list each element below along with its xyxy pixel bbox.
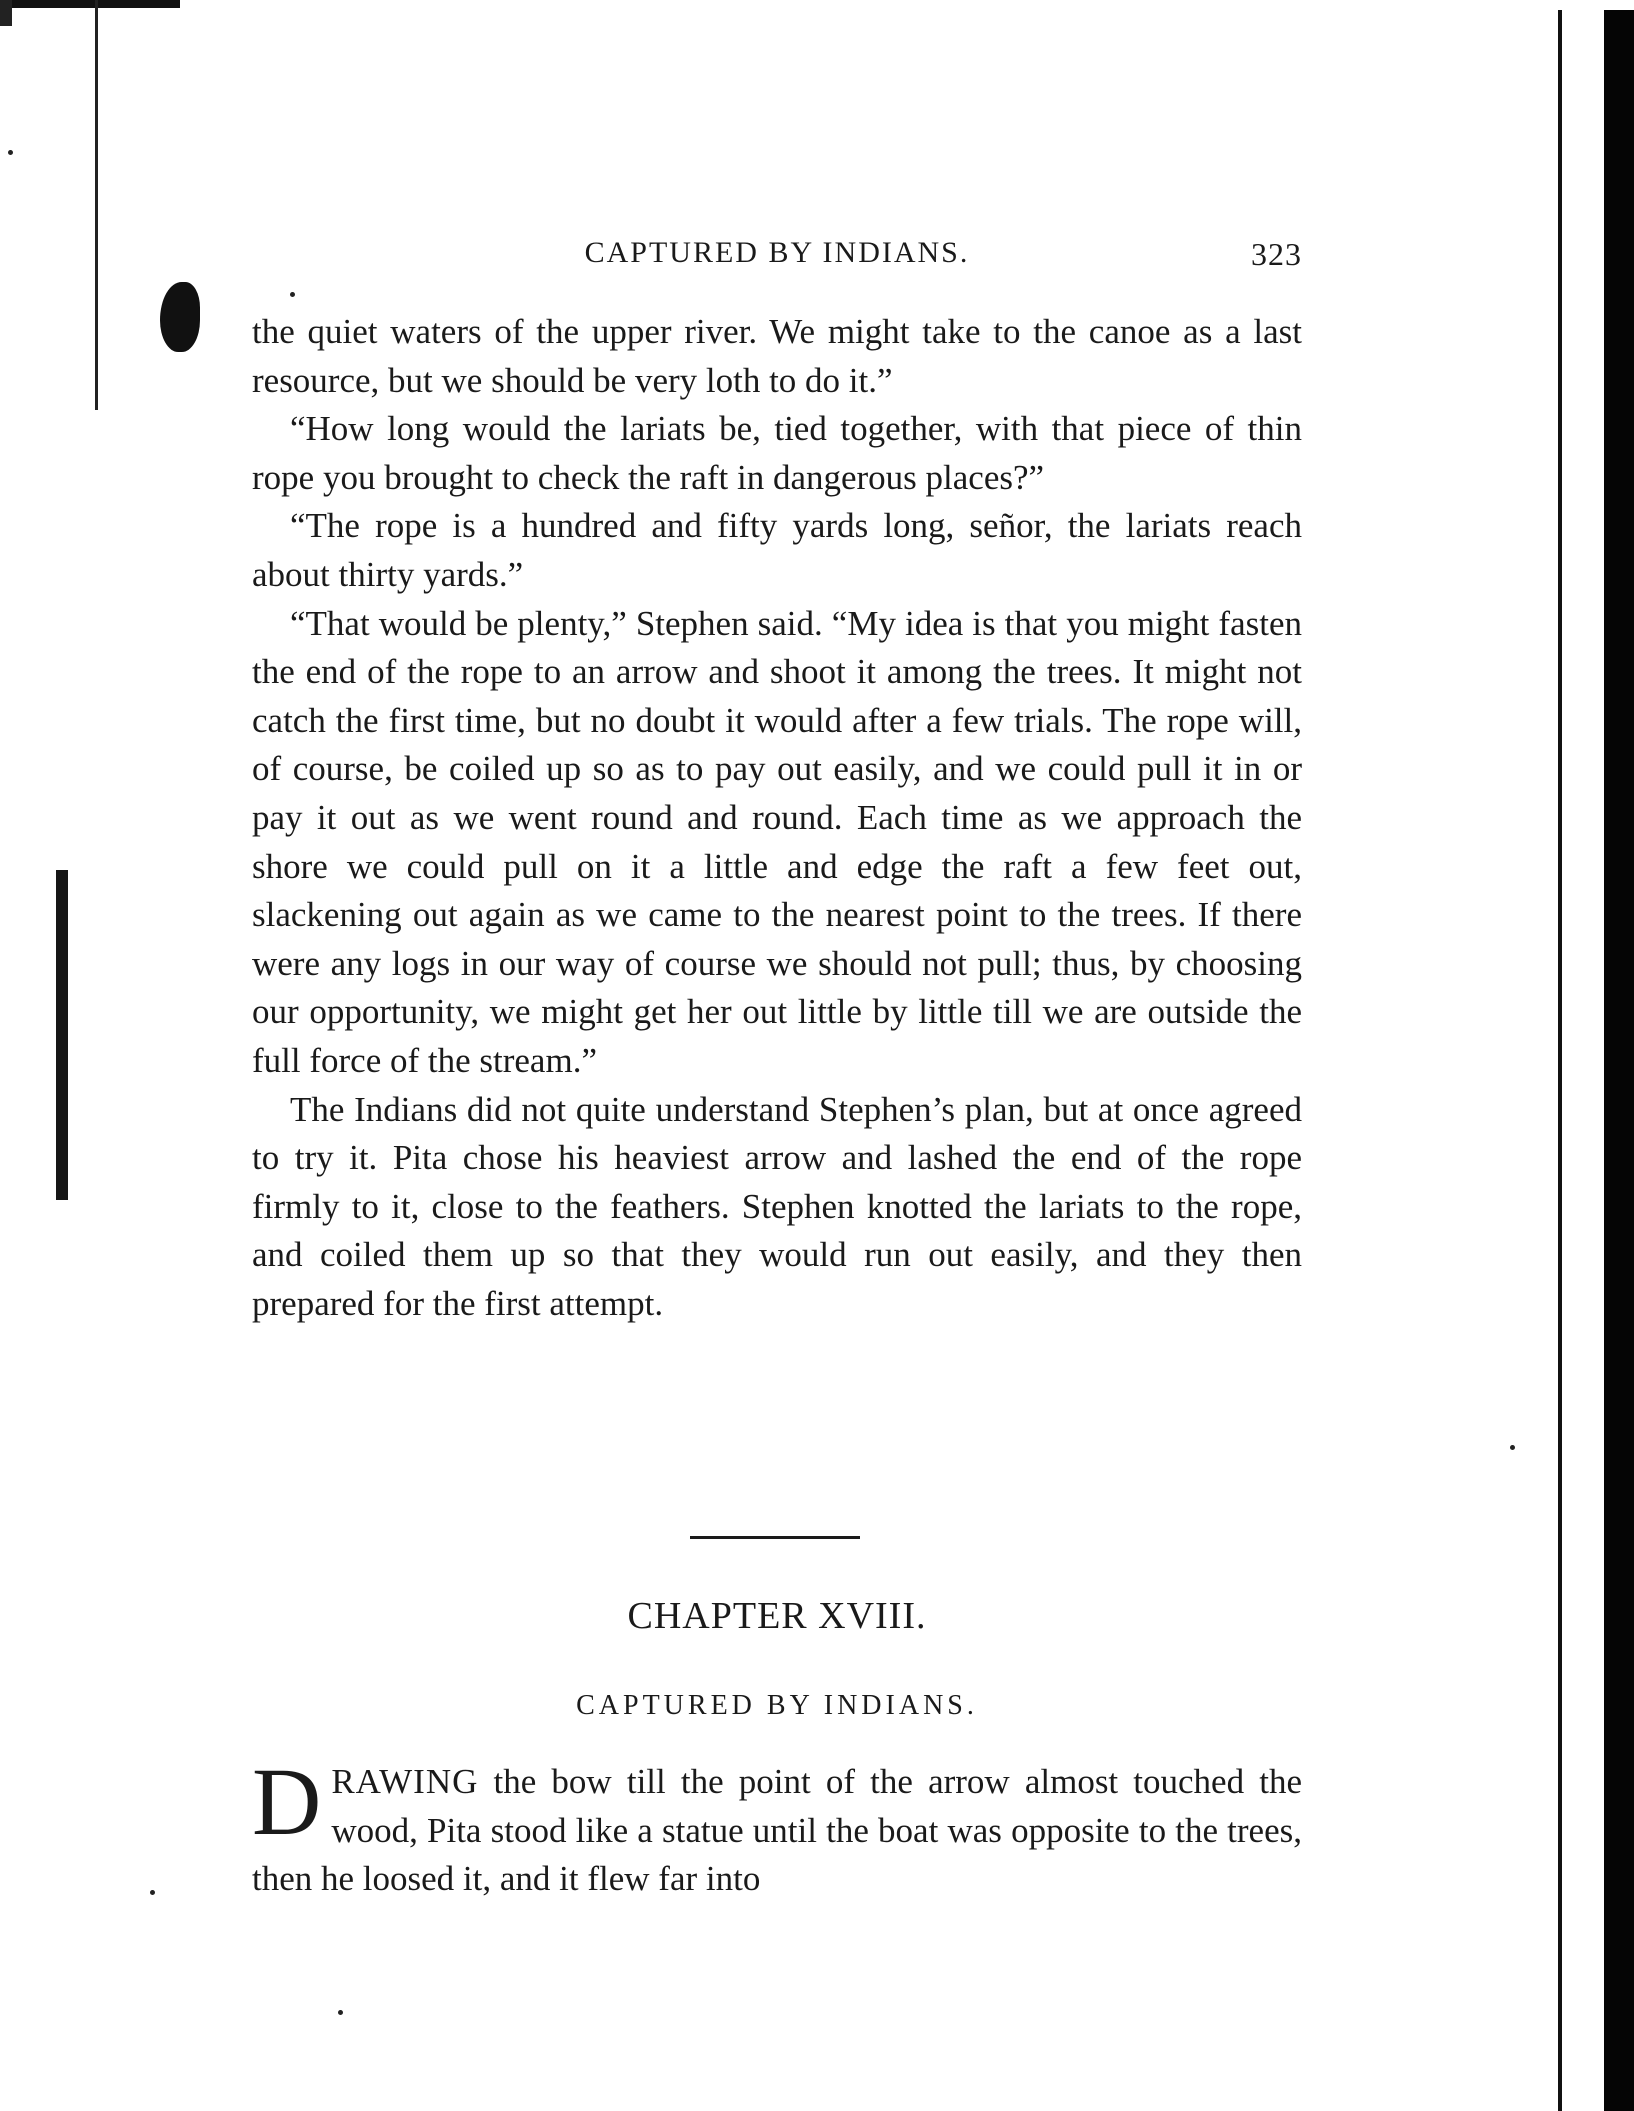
section-rule	[690, 1536, 860, 1539]
paragraph: “That would be plenty,” Stephen said. “My idea is that you might fasten the end of the rope to an arrow and shoot it among the trees. It might not catch the first time, but no doubt it would after a few trials. The rope will, of course, be coiled up so as to pay out easily, and we could pull it in or pay it out as we went round and round. Each time as we approach the shore we could pull on it a little and edge the raft a few feet out, slackening out again as we came to the nearest point to the trees. If there were any logs in our way of course we should not pull; thus, by choosing our opportunity, we might get her out little by little till we are outside the full force of the stream.”	[252, 603, 1302, 1080]
scan-right-edge-shadow	[1604, 10, 1634, 2111]
paragraph: the quiet waters of the upper river. We might take to the canoe as a last resource, but we should be very loth to do it.”	[252, 312, 1302, 400]
scan-binding-line	[95, 0, 98, 410]
scan-right-edge-line	[1558, 10, 1562, 2111]
page-number: 323	[1251, 236, 1302, 272]
scan-corner-mark	[0, 0, 12, 26]
running-head-title: CAPTURED BY INDIANS.	[584, 236, 970, 269]
drop-cap: D	[252, 1748, 322, 1855]
paragraph: “How long would the lariats be, tied together, with that piece of thin rope you brought to check the raft in dangerous places?”	[252, 409, 1302, 497]
paragraph: The Indians did not quite understand Stephen’s plan, but at once agreed to try it. Pita chose his heaviest arrow and lashed the end of the rope firmly to it, close to the feathers. Stephen knotted the lariats to the rope, and coiled them up so that they would run out easily, and they then prepared for the first attempt.	[252, 1089, 1302, 1323]
opening-text: the bow till the point of the arrow almost touched the wood, Pita stood like a statue until the boat was opposite to the trees, then he loosed it, and it flew far into	[252, 1762, 1302, 1899]
scan-speck	[1510, 1445, 1515, 1450]
ink-blot	[160, 282, 200, 352]
chapter-title: CHAPTER XVIII.	[627, 1595, 927, 1637]
scan-speck	[290, 292, 295, 297]
scan-speck	[150, 1890, 155, 1895]
running-head	[252, 236, 1302, 276]
scan-binding-bar	[56, 870, 68, 1200]
body-text	[252, 308, 1302, 1328]
scan-speck	[338, 2010, 343, 2015]
scan-edge-mark	[0, 0, 180, 8]
lead-caps: RAWING	[331, 1762, 479, 1801]
paragraph: “The rope is a hundred and fifty yards long, señor, the lariats reach about thirty yards.”	[252, 506, 1302, 594]
chapter-subtitle: CAPTURED BY INDIANS.	[576, 1690, 978, 1721]
scan-speck	[8, 150, 13, 155]
chapter-opening	[252, 1748, 1302, 1904]
